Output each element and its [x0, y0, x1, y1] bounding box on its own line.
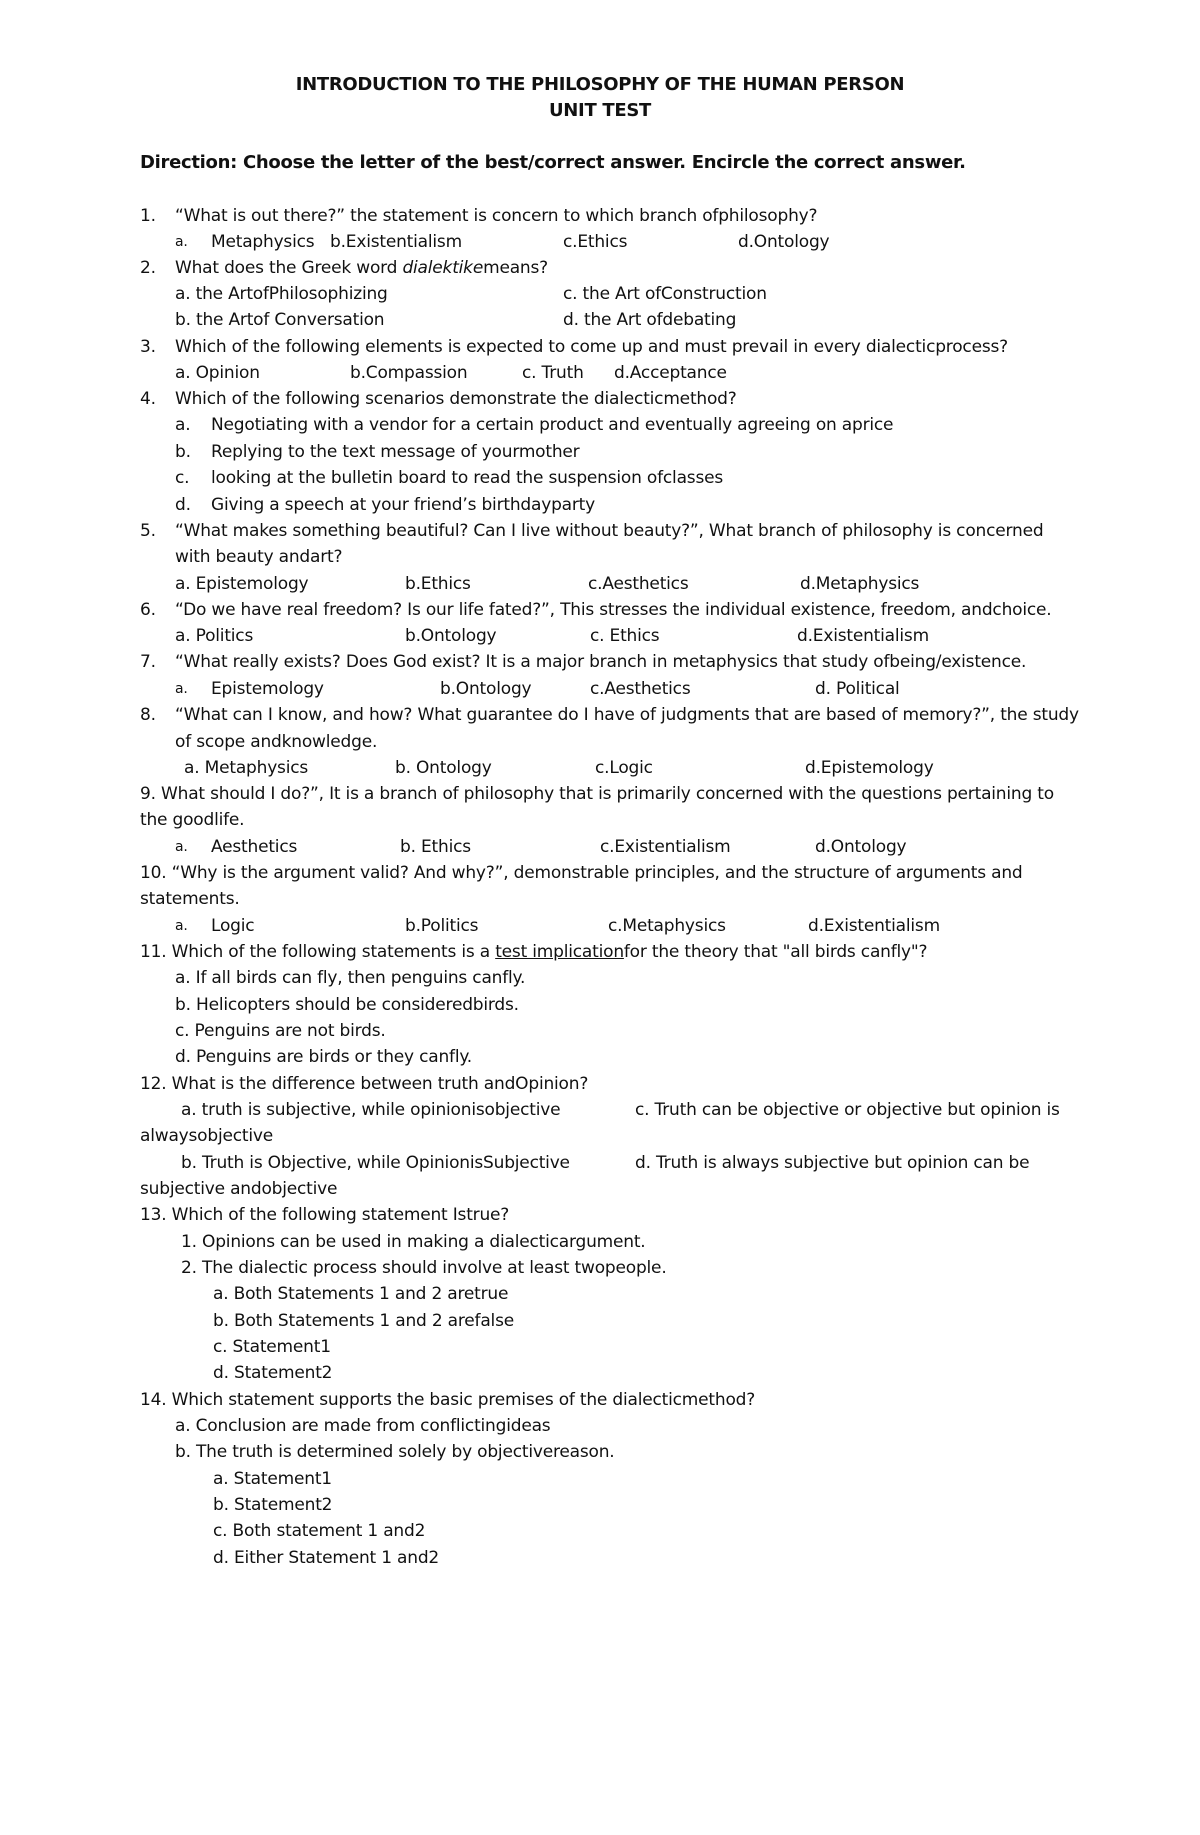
question-text: 14. Which statement supports the basic premises of the dialecticmethod?	[140, 1390, 756, 1410]
option-a[interactable]: Logic	[211, 916, 255, 936]
question-text-cont: of scope andknowledge.	[175, 732, 378, 752]
option-c[interactable]: c. Ethics	[590, 626, 660, 646]
option-b[interactable]: b. Both Statements 1 and 2 arefalse	[213, 1311, 514, 1331]
option-letter[interactable]: c.	[175, 468, 190, 488]
option-a[interactable]: a. Metaphysics	[184, 758, 309, 778]
option-a[interactable]: Aesthetics	[211, 837, 298, 857]
question-number: 2.	[140, 258, 156, 278]
option-a[interactable]: a. Statement1	[213, 1469, 332, 1489]
option-c-cont[interactable]: alwaysobjective	[140, 1126, 274, 1146]
statement-1: 1. Opinions can be used in making a dialecticargument.	[181, 1232, 646, 1252]
option-a[interactable]: a. Epistemology	[175, 574, 309, 594]
question-text-post: for the theory that "all birds canfly"?	[623, 942, 928, 962]
option-a[interactable]: Epistemology	[211, 679, 324, 699]
question-number: 5.	[140, 521, 156, 541]
option-c[interactable]: c. Statement1	[213, 1337, 331, 1357]
option-letter[interactable]: a.	[175, 918, 188, 934]
option-a[interactable]: a. Politics	[175, 626, 254, 646]
statement-b: b. The truth is determined solely by objectivereason.	[175, 1442, 615, 1462]
option-b[interactable]: b. Truth is Objective, while OpinionisSubjective	[181, 1153, 570, 1173]
option-d[interactable]: d.Acceptance	[614, 363, 727, 383]
option-b[interactable]: b.Existentialism	[330, 232, 462, 252]
option-d[interactable]: d.Ontology	[738, 232, 830, 252]
question-text: “What is out there?” the statement is concern to which branch ofphilosophy?	[175, 206, 818, 226]
option-d[interactable]: d. Political	[815, 679, 900, 699]
statement-2: 2. The dialectic process should involve at least twopeople.	[181, 1258, 667, 1278]
option-c[interactable]: c. Truth	[522, 363, 584, 383]
question-text	[175, 257, 548, 279]
underlined-term: test implication	[495, 942, 624, 962]
option-c[interactable]: c. the Art ofConstruction	[563, 284, 767, 304]
option-a[interactable]: Negotiating with a vendor for a certain product and eventually agreeing on aprice	[211, 415, 894, 435]
option-b[interactable]: b. Ethics	[400, 837, 471, 857]
question-text: “Do we have real freedom? Is our life fated?”, This stresses the individual existence, freedom, andchoice.	[175, 600, 1052, 620]
question-text-pre: What does the Greek word	[175, 258, 403, 278]
option-c[interactable]: c. Truth can be objective or objective but opinion is	[635, 1100, 1060, 1120]
question-number: 4.	[140, 389, 156, 409]
option-c[interactable]: c. Both statement 1 and2	[213, 1521, 426, 1541]
option-c[interactable]: c.Aesthetics	[588, 574, 689, 594]
option-c[interactable]: c.Aesthetics	[590, 679, 691, 699]
option-d-cont[interactable]: subjective andobjective	[140, 1179, 338, 1199]
option-b[interactable]: b. Helicopters should be consideredbirds.	[175, 995, 519, 1015]
option-d[interactable]: d. Statement2	[213, 1363, 333, 1383]
question-text: 9. What should I do?”, It is a branch of philosophy that is primarily concerned with the questions pertaining to	[140, 784, 1054, 804]
question-text: “What makes something beautiful? Can I live without beauty?”, What branch of philosophy is concerned	[175, 521, 1044, 541]
option-b[interactable]: b.Ontology	[440, 679, 532, 699]
option-a[interactable]: a. the ArtofPhilosophizing	[175, 284, 388, 304]
option-c[interactable]: c.Metaphysics	[608, 916, 726, 936]
option-b[interactable]: b.Compassion	[350, 363, 468, 383]
option-b[interactable]: b. the Artof Conversation	[175, 310, 385, 330]
option-c[interactable]: c.Existentialism	[600, 837, 731, 857]
option-letter[interactable]: a.	[175, 681, 188, 697]
question-text-pre: 11. Which of the following statements is a	[140, 942, 496, 962]
option-d[interactable]: d. the Art ofdebating	[563, 310, 737, 330]
option-c[interactable]: c.Logic	[595, 758, 653, 778]
question-number: 8.	[140, 705, 156, 725]
option-d[interactable]: d.Existentialism	[797, 626, 929, 646]
option-d[interactable]: d. Truth is always subjective but opinion can be	[635, 1153, 1030, 1173]
option-b[interactable]: b. Ontology	[395, 758, 492, 778]
option-letter[interactable]: a.	[175, 234, 188, 250]
question-text: 10. “Why is the argument valid? And why?”, demonstrable principles, and the structure of arguments and	[140, 863, 1023, 883]
option-d[interactable]: d.Existentialism	[808, 916, 940, 936]
question-text: Which of the following elements is expected to come up and must prevail in every dialecticprocess?	[175, 337, 1008, 357]
direction-text: Direction: Choose the letter of the best/correct answer. Encircle the correct answer.	[140, 152, 966, 173]
option-b[interactable]: Replying to the text message of yourmother	[211, 442, 580, 462]
option-c[interactable]: c.Ethics	[563, 232, 628, 252]
option-b[interactable]: b.Politics	[405, 916, 479, 936]
question-text: 13. Which of the following statement Istrue?	[140, 1205, 510, 1225]
question-number: 7.	[140, 652, 156, 672]
question-number: 1.	[140, 206, 156, 226]
option-a[interactable]: a. Opinion	[175, 363, 260, 383]
option-d[interactable]: Giving a speech at your friend’s birthdayparty	[211, 495, 595, 515]
option-d[interactable]: d.Epistemology	[805, 758, 934, 778]
document-subtitle: UNIT TEST	[548, 100, 652, 121]
option-b[interactable]: b.Ontology	[405, 626, 497, 646]
question-text: 12. What is the difference between truth andOpinion?	[140, 1074, 589, 1094]
question-text: Which of the following scenarios demonstrate the dialecticmethod?	[175, 389, 737, 409]
option-d[interactable]: d.Ontology	[815, 837, 907, 857]
option-letter[interactable]: a.	[175, 415, 191, 435]
question-text-post: means?	[483, 258, 548, 278]
document-title: INTRODUCTION TO THE PHILOSOPHY OF THE HUMAN PERSON	[295, 74, 905, 95]
option-d[interactable]: d. Either Statement 1 and2	[213, 1548, 440, 1568]
option-b[interactable]: b.Ethics	[405, 574, 471, 594]
question-text-cont: statements.	[140, 889, 240, 909]
question-text-cont: with beauty andart?	[175, 547, 343, 567]
option-a[interactable]: Metaphysics	[211, 232, 315, 252]
option-letter[interactable]: d.	[175, 495, 191, 515]
option-c[interactable]: looking at the bulletin board to read the suspension ofclasses	[211, 468, 724, 488]
option-d[interactable]: d.Metaphysics	[800, 574, 920, 594]
option-a[interactable]: a. If all birds can fly, then penguins canfly.	[175, 968, 526, 988]
option-b[interactable]: b. Statement2	[213, 1495, 333, 1515]
greek-word: dialektike	[402, 258, 484, 278]
question-number: 3.	[140, 337, 156, 357]
question-number: 6.	[140, 600, 156, 620]
option-a[interactable]: a. Both Statements 1 and 2 aretrue	[213, 1284, 509, 1304]
question-text	[140, 941, 927, 963]
option-letter[interactable]: b.	[175, 442, 191, 462]
option-a[interactable]: a. truth is subjective, while opinionisobjective	[181, 1100, 561, 1120]
question-text: “What really exists? Does God exist? It is a major branch in metaphysics that study ofbeing/existence.	[175, 652, 1027, 672]
option-letter[interactable]: a.	[175, 839, 188, 855]
option-d[interactable]: d. Penguins are birds or they canfly.	[175, 1047, 472, 1067]
option-c[interactable]: c. Penguins are not birds.	[175, 1021, 386, 1041]
statement-a: a. Conclusion are made from conflictingideas	[175, 1416, 551, 1436]
question-text: “What can I know, and how? What guarantee do I have of judgments that are based of memory?”, the study	[175, 705, 1079, 725]
question-text-cont: the goodlife.	[140, 810, 245, 830]
